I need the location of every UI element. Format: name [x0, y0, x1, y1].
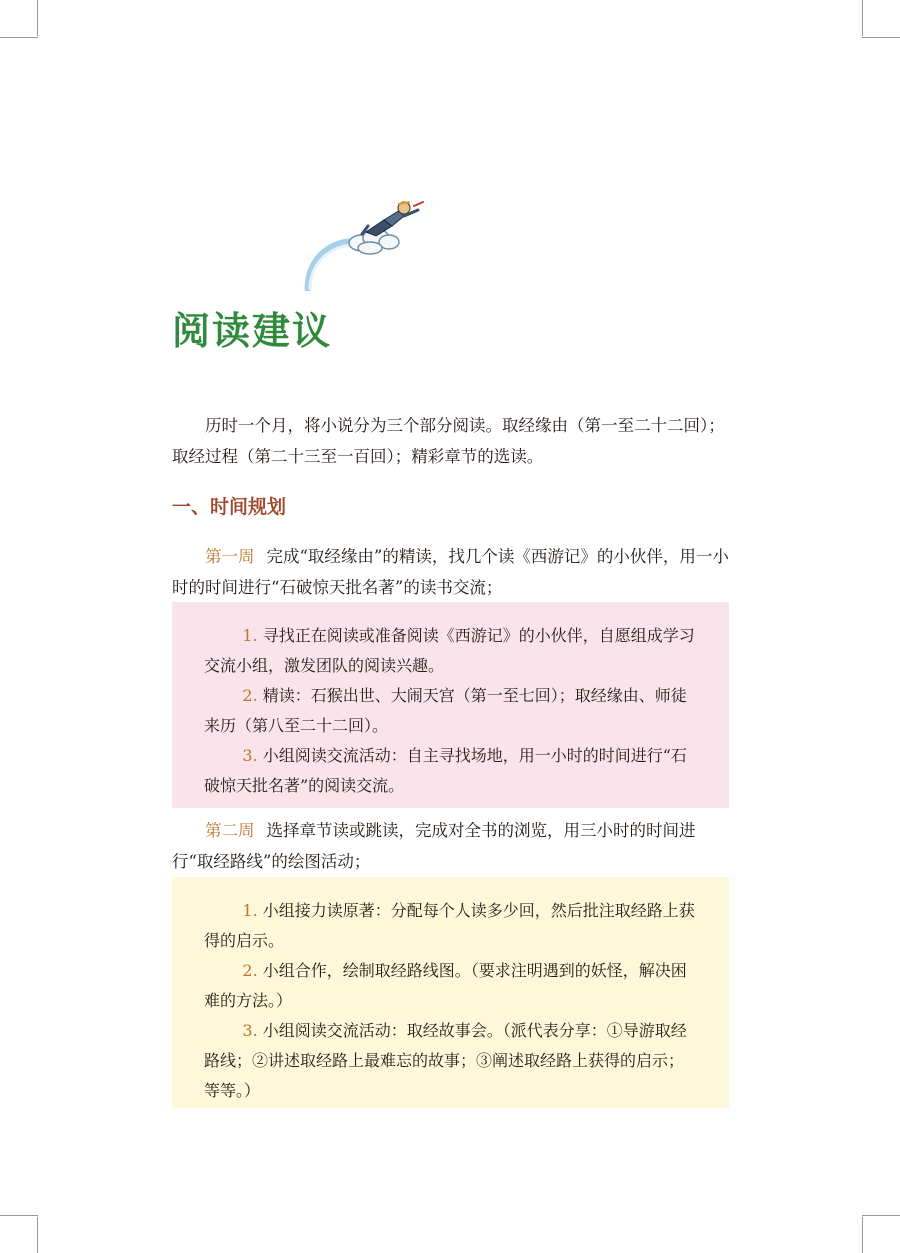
week1-task-3: [204, 741, 697, 801]
week1-text: 完成“取经缘由”的精读，找几个读《西游记》的小伙伴，用一小时的时间进行“石破惊天批名著”的读书交流；: [172, 547, 729, 597]
task-text: 精读：石猴出世、大闹天宫（第一至七回）；取经缘由、师徒来历（第八至二十二回）。: [204, 686, 687, 735]
week2-text: 选择章节读或跳读，完成对全书的浏览，用三小时的时间进行“取经路线”的绘图活动；: [172, 821, 696, 871]
week2-label: 第二周: [205, 821, 255, 840]
crop-mark: [37, 1217, 38, 1253]
crop-mark: [862, 1215, 900, 1216]
task-text: 小组阅读交流活动：取经故事会。（派代表分享：①导游取经路线；②讲述取经路上最难忘的故事；③阐述取经路上获得的启示；等等。）: [204, 1021, 687, 1100]
page-title: 阅读建议: [172, 309, 333, 353]
week1-task-2: [204, 681, 697, 741]
crop-mark: [862, 0, 863, 36]
task-number: 3.: [242, 746, 258, 765]
crop-mark: [862, 1217, 863, 1253]
task-number: 1.: [242, 626, 258, 645]
task-text: 小组合作，绘制取经路线图。（要求注明遇到的妖怪，解决困难的方法。）: [204, 961, 687, 1010]
crop-mark: [862, 37, 900, 38]
week2-task-2: [204, 956, 697, 1016]
intro-paragraph: 历时一个月，将小说分为三个部分阅读。取经缘由（第一至二十二回）；取经过程（第二十三至一百回）；精彩章节的选读。: [172, 416, 725, 466]
task-text: 寻找正在阅读或准备阅读《西游记》的小伙伴，自愿组成学习交流小组，激发团队的阅读兴趣。: [204, 626, 695, 675]
week1-task-box: [172, 602, 729, 808]
section-heading: 一、时间规划: [172, 496, 287, 518]
task-text: 小组阅读交流活动：自主寻找场地，用一小时的时间进行“石破惊天批名著”的阅读交流。: [204, 746, 687, 795]
week2-paragraph: [172, 815, 729, 877]
monkey-on-cloud-illustration: [300, 196, 425, 291]
week1-label: 第一周: [205, 547, 255, 566]
crop-mark: [37, 0, 38, 36]
crop-mark: [0, 1215, 38, 1216]
task-number: 3.: [242, 1021, 258, 1040]
week2-task-1: [204, 896, 697, 956]
week2-task-3: [204, 1016, 697, 1106]
task-number: 2.: [242, 686, 258, 705]
week1-paragraph: [172, 541, 729, 603]
task-number: 1.: [242, 901, 258, 920]
task-text: 小组接力读原著：分配每个人读多少回，然后批注取经路上获得的启示。: [204, 901, 695, 950]
week2-task-box: [172, 877, 729, 1108]
week1-task-1: [204, 621, 697, 681]
crop-mark: [0, 37, 38, 38]
task-number: 2.: [242, 961, 258, 980]
